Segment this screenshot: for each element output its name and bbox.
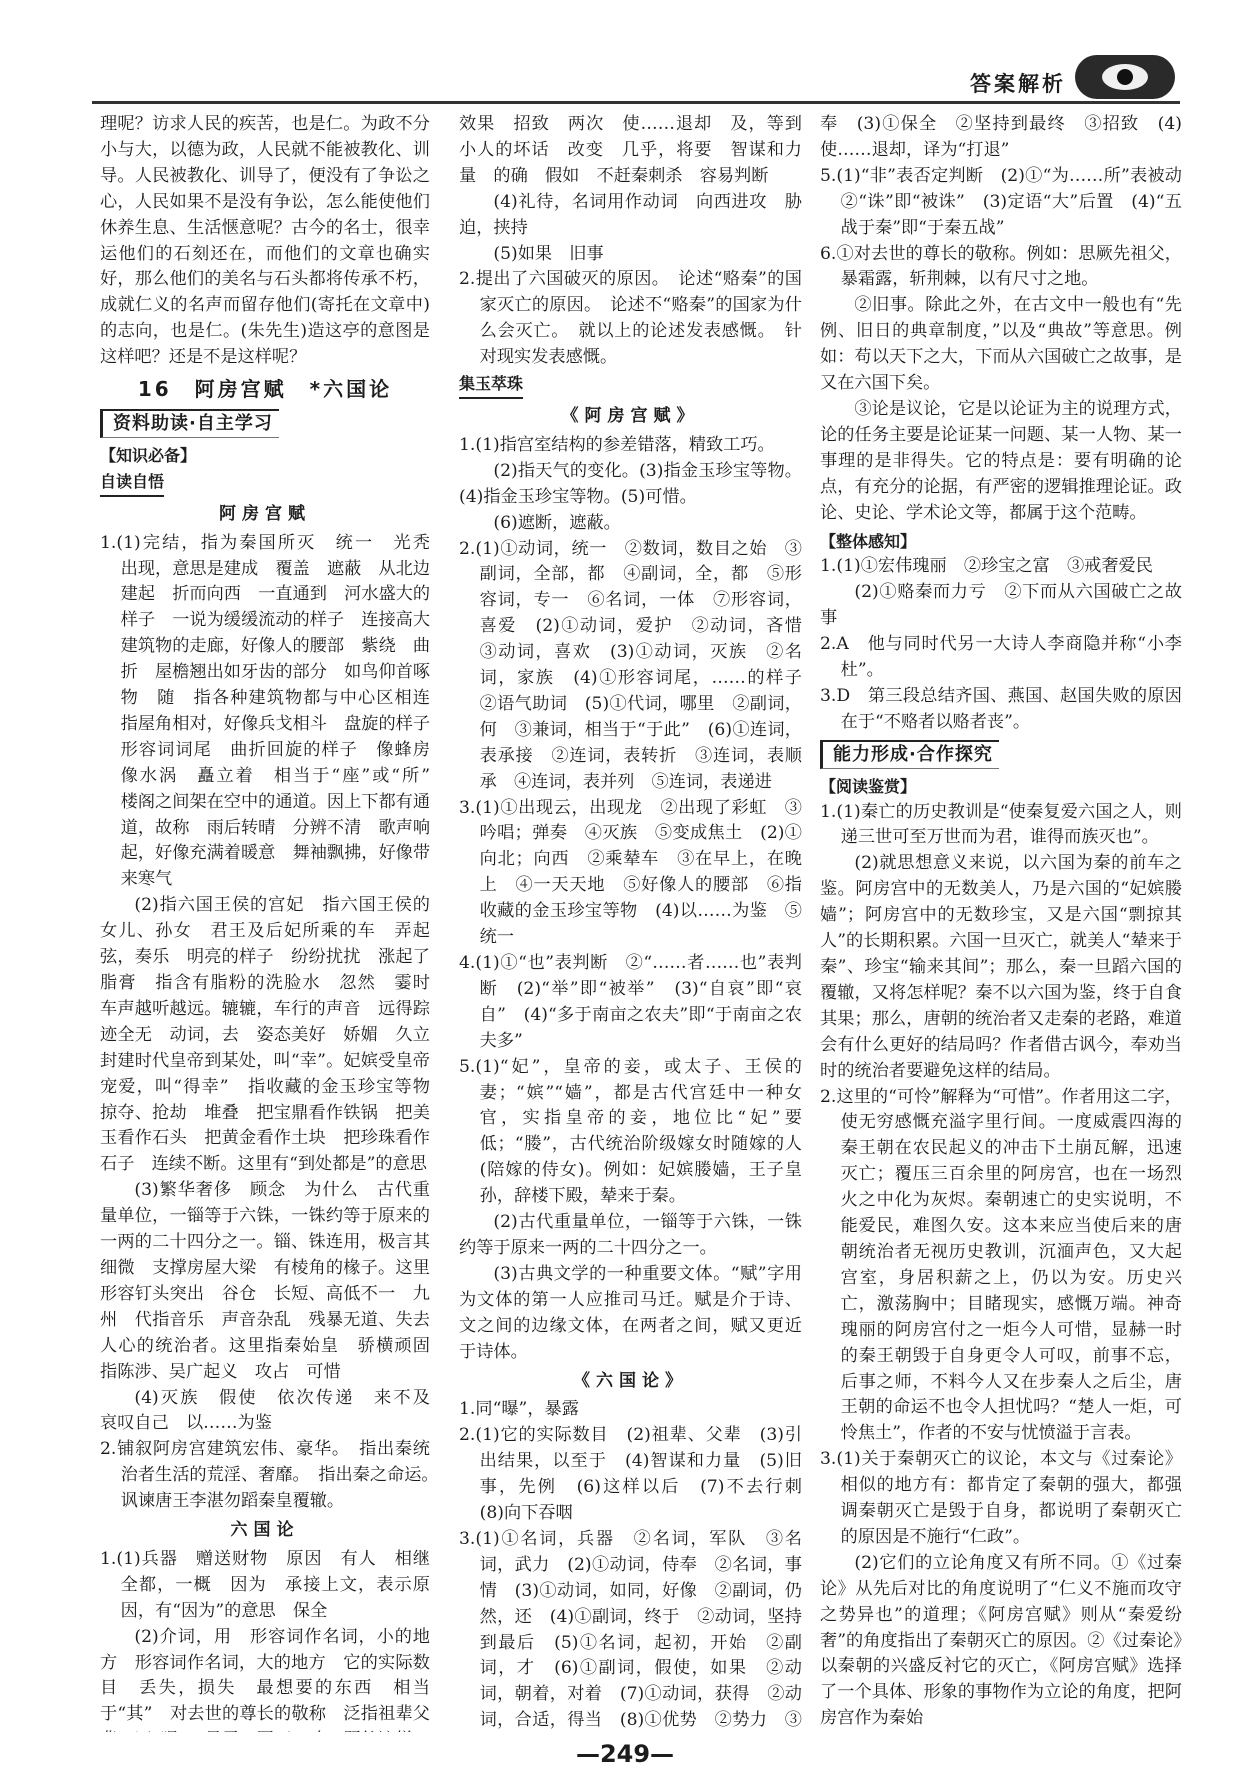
- answer-item: (2)指天气的变化。(3)指金玉珍宝等物。(4)指金玉珍宝等物。(5)可惜。: [459, 460, 802, 507]
- section-reading: 【阅读鉴赏】: [820, 776, 917, 796]
- answer-item: 1.(1)完结，指为秦国所灭 统一 光秃 出现，意思是建成 覆盖 遮蔽 从北边建起 折而向西 一直通到 河水盛大的样子 一说为缓缓流动的样子 连接高大建筑物的走廊，好像人的腰部 紫绕 曲折 屋檐翘出如牙齿的部分 如鸟仰首啄物 随 指各种建筑物都与中心区相连 指屋角相对，好像兵戈相斗 盘旋的样子 形容词词尾 曲折回旋的样子 像蜂房 像水涡 矗立着 相当于“座”或“所” 楼阁之间架在空中的通道。因上下都有通道，故称 雨后转晴 分辨不清 歌声响起，好像充满着暖意 舞袖飘拂，好像带来寒气: [100, 532, 430, 890]
- column-right: [820, 112, 1182, 1732]
- column-middle: [459, 112, 802, 1732]
- answer-item: 5.(1)“妃”，皇帝的妾，或太子、王侯的妻；“嫔”“嫱”，都是古代宫廷中一种女官，实指皇帝的妾，地位比“妃”要低；“媵”，古代统治阶级嫁女时随嫁的人(陪嫁的侍女)。例如：妃嫔媵嫱，王子皇孙，辞楼下殿，辇来于秦。: [459, 1056, 802, 1207]
- heading-liuguo-work: 《六国论》: [573, 1370, 688, 1391]
- answer-item: 效果 招致 两次 使……退却 及，等到 小人的坏话 改变 几乎，将要 智谋和力量 的确 假如 不赶秦刺杀 容易判断: [459, 114, 802, 186]
- answer-item: ③论是议论，它是以论证为主的说理方式，论的任务主要是论证某一问题、某一人物、某一事理的是非得失。它的特点是：要有明确的论点，有充分的论据，有严密的逻辑推理论证。政论、史论、学术论文等，都属于这个范畴。: [820, 398, 1182, 523]
- section-overall: 【整体感知】: [820, 531, 917, 551]
- answer-item: 4.(1)①“也”表判断 ②“……者……也”表判断 (2)“举”即“被举” (3)“自哀”即“哀自” (4)“多于南亩之农夫”即“于南亩之农夫多”: [459, 953, 802, 1051]
- passage-translation-end: 理呢？访求人民的疾苦，也是仁。为政不分小与大，以德为政，人民就不能被教化、训导。人民被教化、训导了，便没有了争讼之心，人民如果不是没有争讼，怎么能使他们休养生息、生活惬意呢？古今的名士，很幸运他们的石刻还在，而他们的文章也确实好，那么他们的美名与石头都将传承不朽，成就仁义的名声而留存他们(寄托在文章中)的志向，也是仁。(朱先生)造这亭的意图是这样吧？还是不是这样呢？: [100, 114, 430, 368]
- answer-item: (4)礼待，名词用作动词 向西进攻 胁迫，挟持: [459, 191, 802, 238]
- subsection-self-read: 自读自悟: [100, 469, 164, 497]
- eye-logo-icon: [1075, 55, 1175, 99]
- answer-item: (4)灭族 假使 依次传递 来不及 哀叹自己 以……为鉴: [100, 1387, 430, 1434]
- answer-item: ②旧事。除此之外，在古文中一般也有“先例、旧日的典章制度，”以及“典故”等意思。例如：苟以天下之大，下而从六国破亡之故事，是又在六国下矣。: [820, 295, 1182, 394]
- answer-item: (2)就思想意义来说，以六国为秦的前车之鉴。阿房宫中的无数美人，乃是六国的“妃嫔媵嫱”；阿房宫中的无数珍宝，又是六国“剽掠其人”的长期积累。六国一旦灭亡，就美人“辇来于秦”、珍宝“输来其间”；那么，秦一旦蹈六国的覆辙，又将怎样呢？秦不以六国为鉴，终于自食其果；那么，唐朝的统治者又走秦的老路，难道会有什么更好的结局吗？作者借古讽今，奉劝当时的统治者要避免这样的结局。: [820, 853, 1182, 1081]
- answer-item: 3.(1)①名词，兵器 ②名词，军队 ③名词，武力 (2)①动词，侍奉 ②名词，事情 (3)①动词，如同，好像 ②副词，仍然，还 (4)①副词，终于 ②动词，坚持到最后 (5)①名词，起初，开始 ②副词，才 (6)①副词，假使，如果 ②动词，朝着，对着 (7)①动词，获得 ②动词，合适，得当 (8)①优势 ②势力 ③: [459, 1528, 802, 1731]
- answer-item: 2.铺叙阿房宫建筑宏伟、豪华。 指出秦统治者生活的荒淫、奢靡。 指出秦之命运。 讽谏唐王李湛勿蹈秦皇覆辙。: [100, 1439, 430, 1512]
- answer-item: 1.(1)①宏伟瑰丽 ②珍宝之富 ③戒奢爱民: [820, 556, 1153, 577]
- column-left: [100, 112, 430, 1732]
- answer-item: 3.(1)①出现云，出现龙 ②出现了彩虹 ③吟唱；弹奏 ④灭族 ⑤变成焦土 (2)①向北；向西 ②乘辇车 ③在早上，在晚上 ④一天天地 ⑤好像人的腰部 ⑥指收藏的金玉珍宝等物 (4)以……为鉴 ⑤统一: [459, 797, 802, 948]
- answer-item: 3.(1)关于秦朝灭亡的议论，本文与《过秦论》相似的地方有：都肯定了秦朝的强大，都强调秦朝灭亡是毁于自身，都说明了秦朝灭亡的原因是不施行“仁政”。: [820, 1449, 1182, 1547]
- answer-item: (3)古典文学的一种重要文体。“赋”字用为文体的第一人应推司马迁。赋是介于诗、文之间的边缘文体，在两者之间，赋又更近于诗体。: [459, 1263, 802, 1362]
- answer-item: 2.这里的“可怜”解释为“可惜”。作者用这二字，使无穷感慨充溢字里行间。一度威震四海的秦王朝在农民起义的冲击下土崩瓦解，迅速灭亡；覆压三百余里的阿房宫，也在一场烈火之中化为灰烬。秦朝速亡的史实说明，不能爱民，难图久安。这本来应当使后来的唐朝统治者无视历史教训，沉湎声色，又大起宫室，身居积薪之上，仍以为安。历史兴亡，激荡胸中；目睹现实，感慨万端。神奇瑰丽的阿房宫付之一炬今人可惜，显赫一时的秦王朝毁于自身更令人可叹，前事不忘，后事之师，不料今人又在步秦人之后尘，唐王朝的命运不也令人担忧吗？“楚人一炬，可怜焦土”，作者的不安与忧愤溢于言表。: [820, 1086, 1182, 1444]
- answer-item: (2)介词，用 形容词作名词，小的地方 形容词作名词，大的地方 它的实际数目 丢失，损失 最想要的东西 相当于“其” 对去世的尊长的敬称 泛指祖辈父: [100, 1626, 430, 1725]
- answer-item: 2.(1)它的实际数目 (2)祖辈、父辈 (3)引出结果，以至于 (4)智谋和力量 (5)旧事，先例 (6)这样以后 (7)不去行刺 (8)向下吞咽: [459, 1425, 802, 1524]
- section-banner-ability: 能力形成·合作探究: [820, 740, 999, 769]
- answer-item: (6)遮断，遮蔽。: [493, 512, 621, 533]
- answer-item: 1.(1)指宫室结构的参差错落，精致工巧。: [459, 434, 775, 455]
- answer-item: 1.同“曝”，暴露: [459, 1399, 579, 1420]
- answer-item: 奉 (3)①保全 ②坚持到最终 ③招致 (4)使……退却，译为“打退”: [820, 114, 1182, 160]
- section-banner-self-study: 资料助读·自主学习: [100, 409, 279, 438]
- answer-item: (3)繁华奢侈 顾念 为什么 古代重量单位，一锱等于六铢，一铢约等于原来的一两的二十四分之一。锱、铢连用，极言其细微 支撑房屋大梁 有棱角的椽子。这里形容钉头突出 谷仓 长短、高低不一 九州 代指音乐 声音杂乱 残暴无道、失去人心的统治者。这里指秦始皇 骄横顽固 指陈涉、吴广起义 攻占 可惜: [100, 1180, 430, 1382]
- answer-item: (2)古代重量单位，一锱等于六铢，一铢约等于原来一两的二十四分之一。: [459, 1212, 802, 1258]
- answer-item: 2.(1)①动词，统一 ②数词，数目之始 ③副词，全部，都 ④副词，全，都 ⑤形容词，专一 ⑥名词，一体 ⑦形容词，喜爱 (2)①动词，爱护 ②动词，吝惜 ③动词，喜欢 (3)①动词，灭族 ②名词，家族 (4)①形容词尾，……的样子 ②语气助词 (5)①代词，哪里 ②副词，何 ③兼词，相当于“于此” (6)①连词，表承接 ②连词，表转折 ③连词，表顺承 ④连词，表并列 ⑤连词，表递进: [459, 538, 802, 792]
- lesson-title: 16 阿房宫赋 *六国论: [137, 377, 393, 402]
- answer-item: 5.(1)“非”表否定判断 (2)①“为……所”表被动 ②“诛”即“被诛” (3)定语“大”后置 (4)“五战于秦”即“于秦五战”: [820, 165, 1182, 238]
- answer-item: 3.D 第三段总结齐国、燕国、赵国失败的原因在于“不赂者以赂者丧”。: [820, 685, 1182, 732]
- heading-liuguo: 六国论: [230, 1520, 300, 1541]
- answer-item: (2)它们的立论角度又有所不同。①《过秦论》从先后对比的角度说明了“仁义不施而攻守之势异也”的道理；《阿房宫赋》则从“秦爱纷奢”的角度指出了秦朝灭亡的原因。②《过秦论》以秦朝的兴盛反衬它的灭亡，《阿房宫赋》选择了一个具体、形象的事物作为立论的角度，把阿房宫作为秦始: [820, 1552, 1182, 1729]
- page-header: [0, 0, 1250, 100]
- header-title: 答案解析: [970, 72, 1066, 96]
- heading-afang: 阿房宫赋: [219, 503, 311, 524]
- subsection-collection: 集玉萃珠: [459, 371, 523, 399]
- answer-item: 2.A 他与同时代另一大诗人李商隐并称“小李杜”。: [820, 634, 1182, 681]
- answer-item: 1.(1)秦亡的历史教训是“使秦复爱六国之人，则递三世可至万世而为君，谁得而族灭也”。: [820, 801, 1182, 848]
- page-number: —249—: [575, 1740, 675, 1768]
- header-rule: [92, 101, 1180, 104]
- answer-item: 1.(1)兵器 赠送财物 原因 有人 相继 全都，一概 因为 承接上文，表示原因，有“因为”的意思 保全: [100, 1548, 430, 1621]
- answer-item: (5)如果 旧事: [493, 243, 604, 264]
- answer-item: 6.①对去世的尊长的敬称。例如：思厥先祖父，暴霜露，斩荆棘，以有尺寸之地。: [820, 243, 1182, 290]
- answer-item: (2)指六国王侯的宫妃 指六国王侯的女儿、孙女 君王及后妃所乘的车 弄起弦，奏乐 明亮的样子 纷纷扰扰 涨起了脂膏 指含有脂粉的洗脸水 忽然 霎时 车声越听越远。辘辘，车行的声音 远得踪迹全无 动词，去 姿态美好 娇媚 久立 封建时代皇帝到某处，叫“幸”。妃嫔受皇帝宠爱，叫“得幸” 指收藏的金玉珍宝等物 掠夺、抢劫 堆叠 把宝鼎看作铁锅 把美玉看作石头 把黄金看作土块 把珍珠看作石子 连续不断。这里有“到处都是”的意思: [100, 895, 430, 1175]
- answer-item: 2.提出了六国破灭的原因。 论述“赂秦”的国家灭亡的原因。 论述不“赂秦”的国家为什么会灭亡。 就以上的论述发表感慨。 针对现实发表感慨。: [459, 269, 802, 368]
- heading-afang-work: 《阿房宫赋》: [561, 405, 700, 426]
- answer-item: (2)①赂秦而力亏 ②下而从六国破亡之故事: [820, 582, 1182, 629]
- section-knowledge: 【知识必备】: [100, 445, 197, 465]
